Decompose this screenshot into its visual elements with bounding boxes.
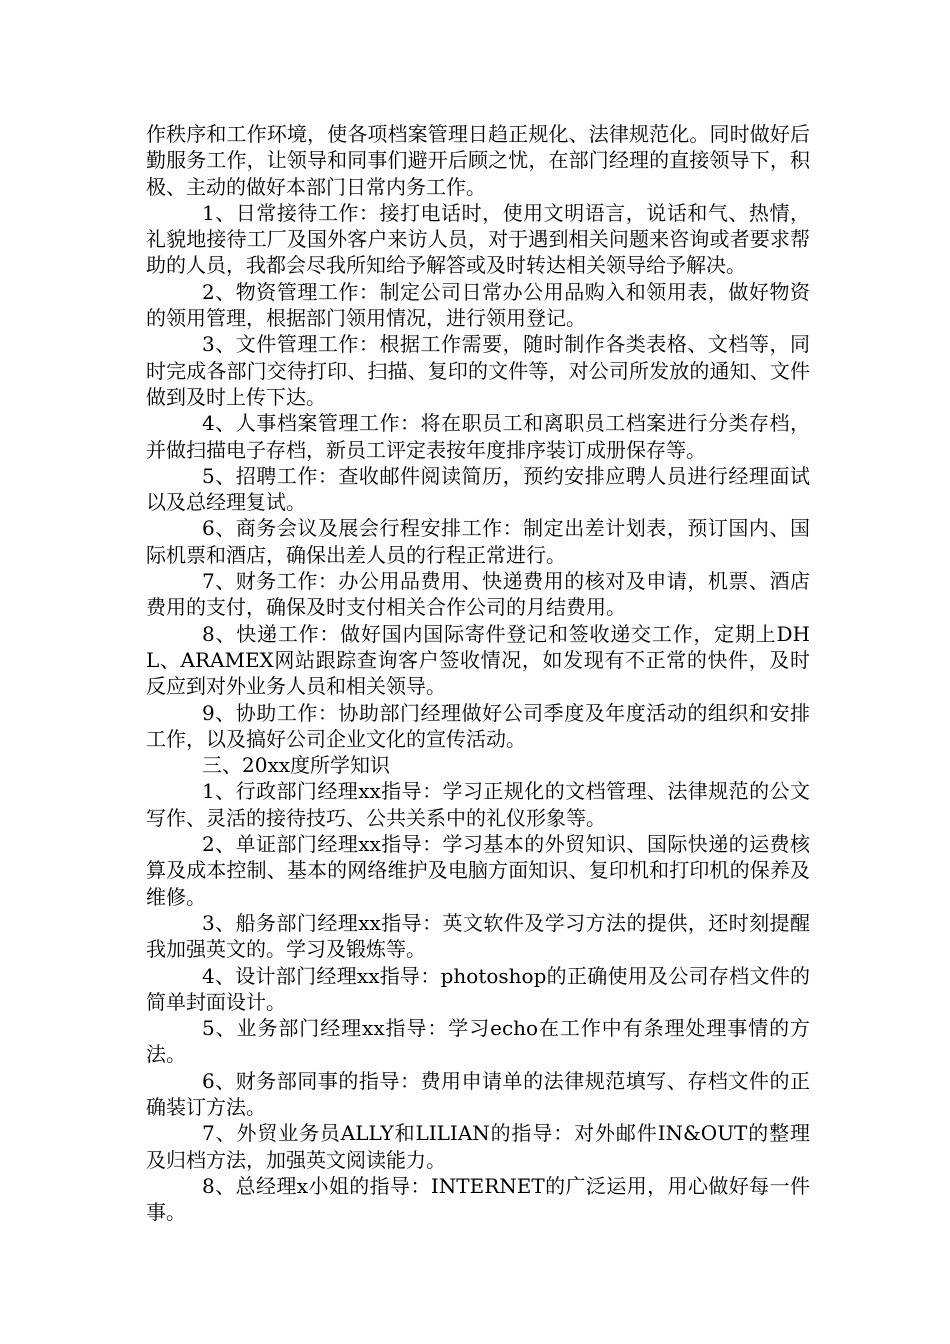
paragraph-documents-manager: 2、单证部门经理xx指导：学习基本的外贸知识、国际快递的运费核算及成本控制、基本的网络维护及电脑方面知识、复印机和打印机的保养及维修。 — [146, 832, 810, 909]
paragraph-express: 8、快递工作：做好国内国际寄件登记和签收递交工作，定期上DHL、ARAMEX网站跟踪查询客户签收情况，如发现有不正常的快件，及时反应到对外业务人员和相关领导。 — [146, 621, 810, 699]
paragraph-general-manager: 8、总经理x小姐的指导：INTERNET的广泛运用，用心做好每一件事。 — [146, 1173, 810, 1225]
paragraph-files: 3、文件管理工作：根据工作需要，随时制作各类表格、文档等，同时完成各部门交待打印、扫描、复印的文件等，对公司所发放的通知、文件做到及时上传下达。 — [146, 332, 810, 409]
paragraph-supplies: 2、物资管理工作：制定公司日常办公用品购入和领用表，做好物资的领用管理，根据部门领用情况，进行领用登记。 — [146, 279, 810, 331]
paragraph-recruitment: 5、招聘工作：查收邮件阅读简历，预约安排应聘人员进行经理面试以及总经理复试。 — [146, 463, 810, 515]
paragraph-reception: 1、日常接待工作：接打电话时，使用文明语言，说话和气、热情，礼貌地接待工厂及国外客户来访人员，对于遇到相关问题来咨询或者要求帮助的人员，我都会尽我所知给予解答或及时转达相关领导给予解决。 — [146, 200, 810, 278]
paragraph-continuation: 作秩序和工作环境，使各项档案管理日趋正规化、法律规范化。同时做好后勤服务工作，让领导和同事们避开后顾之忧，在部门经理的直接领导下，积极、主动的做好本部门日常内务工作。 — [146, 122, 810, 199]
section-heading-knowledge: 三、20xx度所学知识 — [202, 753, 391, 778]
paragraph-personnel-archives: 4、人事档案管理工作：将在职员工和离职员工档案进行分类存档，并做扫描电子存档，新员工评定表按年度排序装订成册保存等。 — [146, 411, 810, 462]
paragraph-sales-manager: 5、业务部门经理xx指导：学习echo在工作中有条理处理事情的方法。 — [146, 1016, 810, 1067]
paragraph-finance: 7、财务工作：办公用品费用、快递费用的核对及申请，机票、酒店费用的支付，确保及时支付相关合作公司的月结费用。 — [146, 569, 810, 620]
paragraph-trade-staff: 7、外贸业务员ALLY和LILIAN的指导：对外邮件IN&OUT的整理及归档方法，加强英文阅读能力。 — [146, 1121, 810, 1172]
document-body — [146, 121, 810, 1225]
paragraph-business-travel: 6、商务会议及展会行程安排工作：制定出差计划表，预订国内、国际机票和酒店，确保出差人员的行程正常进行。 — [146, 516, 810, 567]
paragraph-admin-manager: 1、行政部门经理xx指导：学习正规化的文档管理、法律规范的公文写作、灵活的接待技巧、公共关系中的礼仪形象等。 — [146, 779, 810, 830]
paragraph-finance-colleague: 6、财务部同事的指导：费用申请单的法律规范填写、存档文件的正确装订方法。 — [146, 1068, 810, 1119]
paragraph-design-manager: 4、设计部门经理xx指导：photoshop的正确使用及公司存档文件的简单封面设计。 — [146, 963, 810, 1014]
paragraph-assistance: 9、协助工作：协助部门经理做好公司季度及年度活动的组织和安排工作，以及搞好公司企业文化的宣传活动。 — [146, 700, 810, 751]
paragraph-shipping-manager: 3、船务部门经理xx指导：英文软件及学习方法的提供，还时刻提醒我加强英文的。学习及锻炼等。 — [146, 910, 810, 962]
